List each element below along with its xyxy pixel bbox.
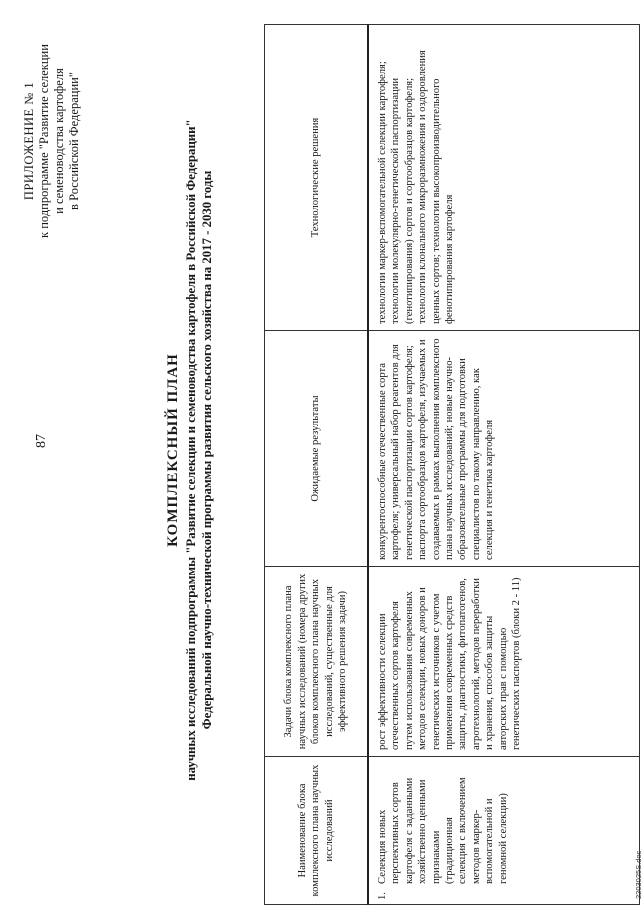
results-text: конкурентоспособные отечественные сорта картофеля; универсальный набор реагентов для генетической паспортизации сортов картофеля; паспорта сортообразцов картофеля, изучаемых и создаваемых в рамках выполнения комплексного плана научных исследований; новые научно-образовательные программы для подготовки специалистов по такому направлению, как селекция и генетика картофеля bbox=[377, 338, 496, 560]
appendix-line-1: к подпрограмме "Развитие селекции bbox=[37, 44, 51, 238]
appendix-line-2: и семеноводства картофеля bbox=[52, 68, 66, 214]
tasks-cell bbox=[368, 567, 640, 757]
title-main: КОМПЛЕКСНЫЙ ПЛАН bbox=[165, 353, 181, 547]
appendix-block bbox=[22, 11, 82, 271]
appendix-heading: ПРИЛОЖЕНИЕ № 1 bbox=[22, 81, 36, 201]
block-name-cell bbox=[368, 757, 640, 905]
file-name-label: 2203025S.doc bbox=[634, 850, 643, 899]
research-plan-table bbox=[264, 24, 640, 905]
block-name-text: Селекция новых перспективных сортов картофеля с заданными хозяйственно ценными признаками (традиционная селекция с включением методов маркер-вспомогательной и геномной селекции) bbox=[377, 777, 509, 884]
tasks-text: рост эффективности селекции отечественных сортов картофеля путем использования современных методов селекции, новых доноров и генетических источников с учетом применения современных средств защиты, диагностики, фитопатогенов, агротехнологий, методов переработки и хранения, способов защиты авторских прав с помощью генетических паспортов (блоки 2 - 11) bbox=[377, 577, 523, 750]
title-line-3: Федеральной научно-технической программы развития сельского хозяйства на 2017 - 2030 годы bbox=[200, 170, 214, 730]
document-title bbox=[164, 15, 215, 885]
table-header-row bbox=[265, 25, 369, 905]
header-expected-results: Ожидаемые результаты bbox=[265, 331, 369, 567]
header-technological-solutions: Технологические решения bbox=[265, 25, 369, 331]
header-block-name: Наименование блока комплексного плана научных исследований bbox=[265, 757, 369, 905]
table-row bbox=[368, 25, 640, 905]
results-cell bbox=[368, 331, 640, 567]
solutions-cell bbox=[368, 25, 640, 331]
appendix-line-3: в Российской Федерации" bbox=[67, 72, 81, 210]
solutions-text: технологии маркер-вспомогательной селекции картофеля; технологии молекулярно-генетической паспортизации (генотипирования) сортов и сортообразцов картофеля; технологии клонального микроразмножения и оздоровления ценных сортов; технологии высокопроизводительного фенотипирования картофеля bbox=[377, 50, 456, 324]
header-block-tasks: Задачи блока комплексного плана научных исследований (номера других блоков комплексного плана научных исследований, существенные для эффективного решения задачи) bbox=[265, 567, 369, 757]
row-number: 1. bbox=[377, 892, 388, 900]
title-line-2: научных исследований подпрограммы "Развитие селекции и семеноводства картофеля в Российской Федерации" bbox=[184, 119, 198, 781]
page-number: 87 bbox=[34, 434, 49, 448]
